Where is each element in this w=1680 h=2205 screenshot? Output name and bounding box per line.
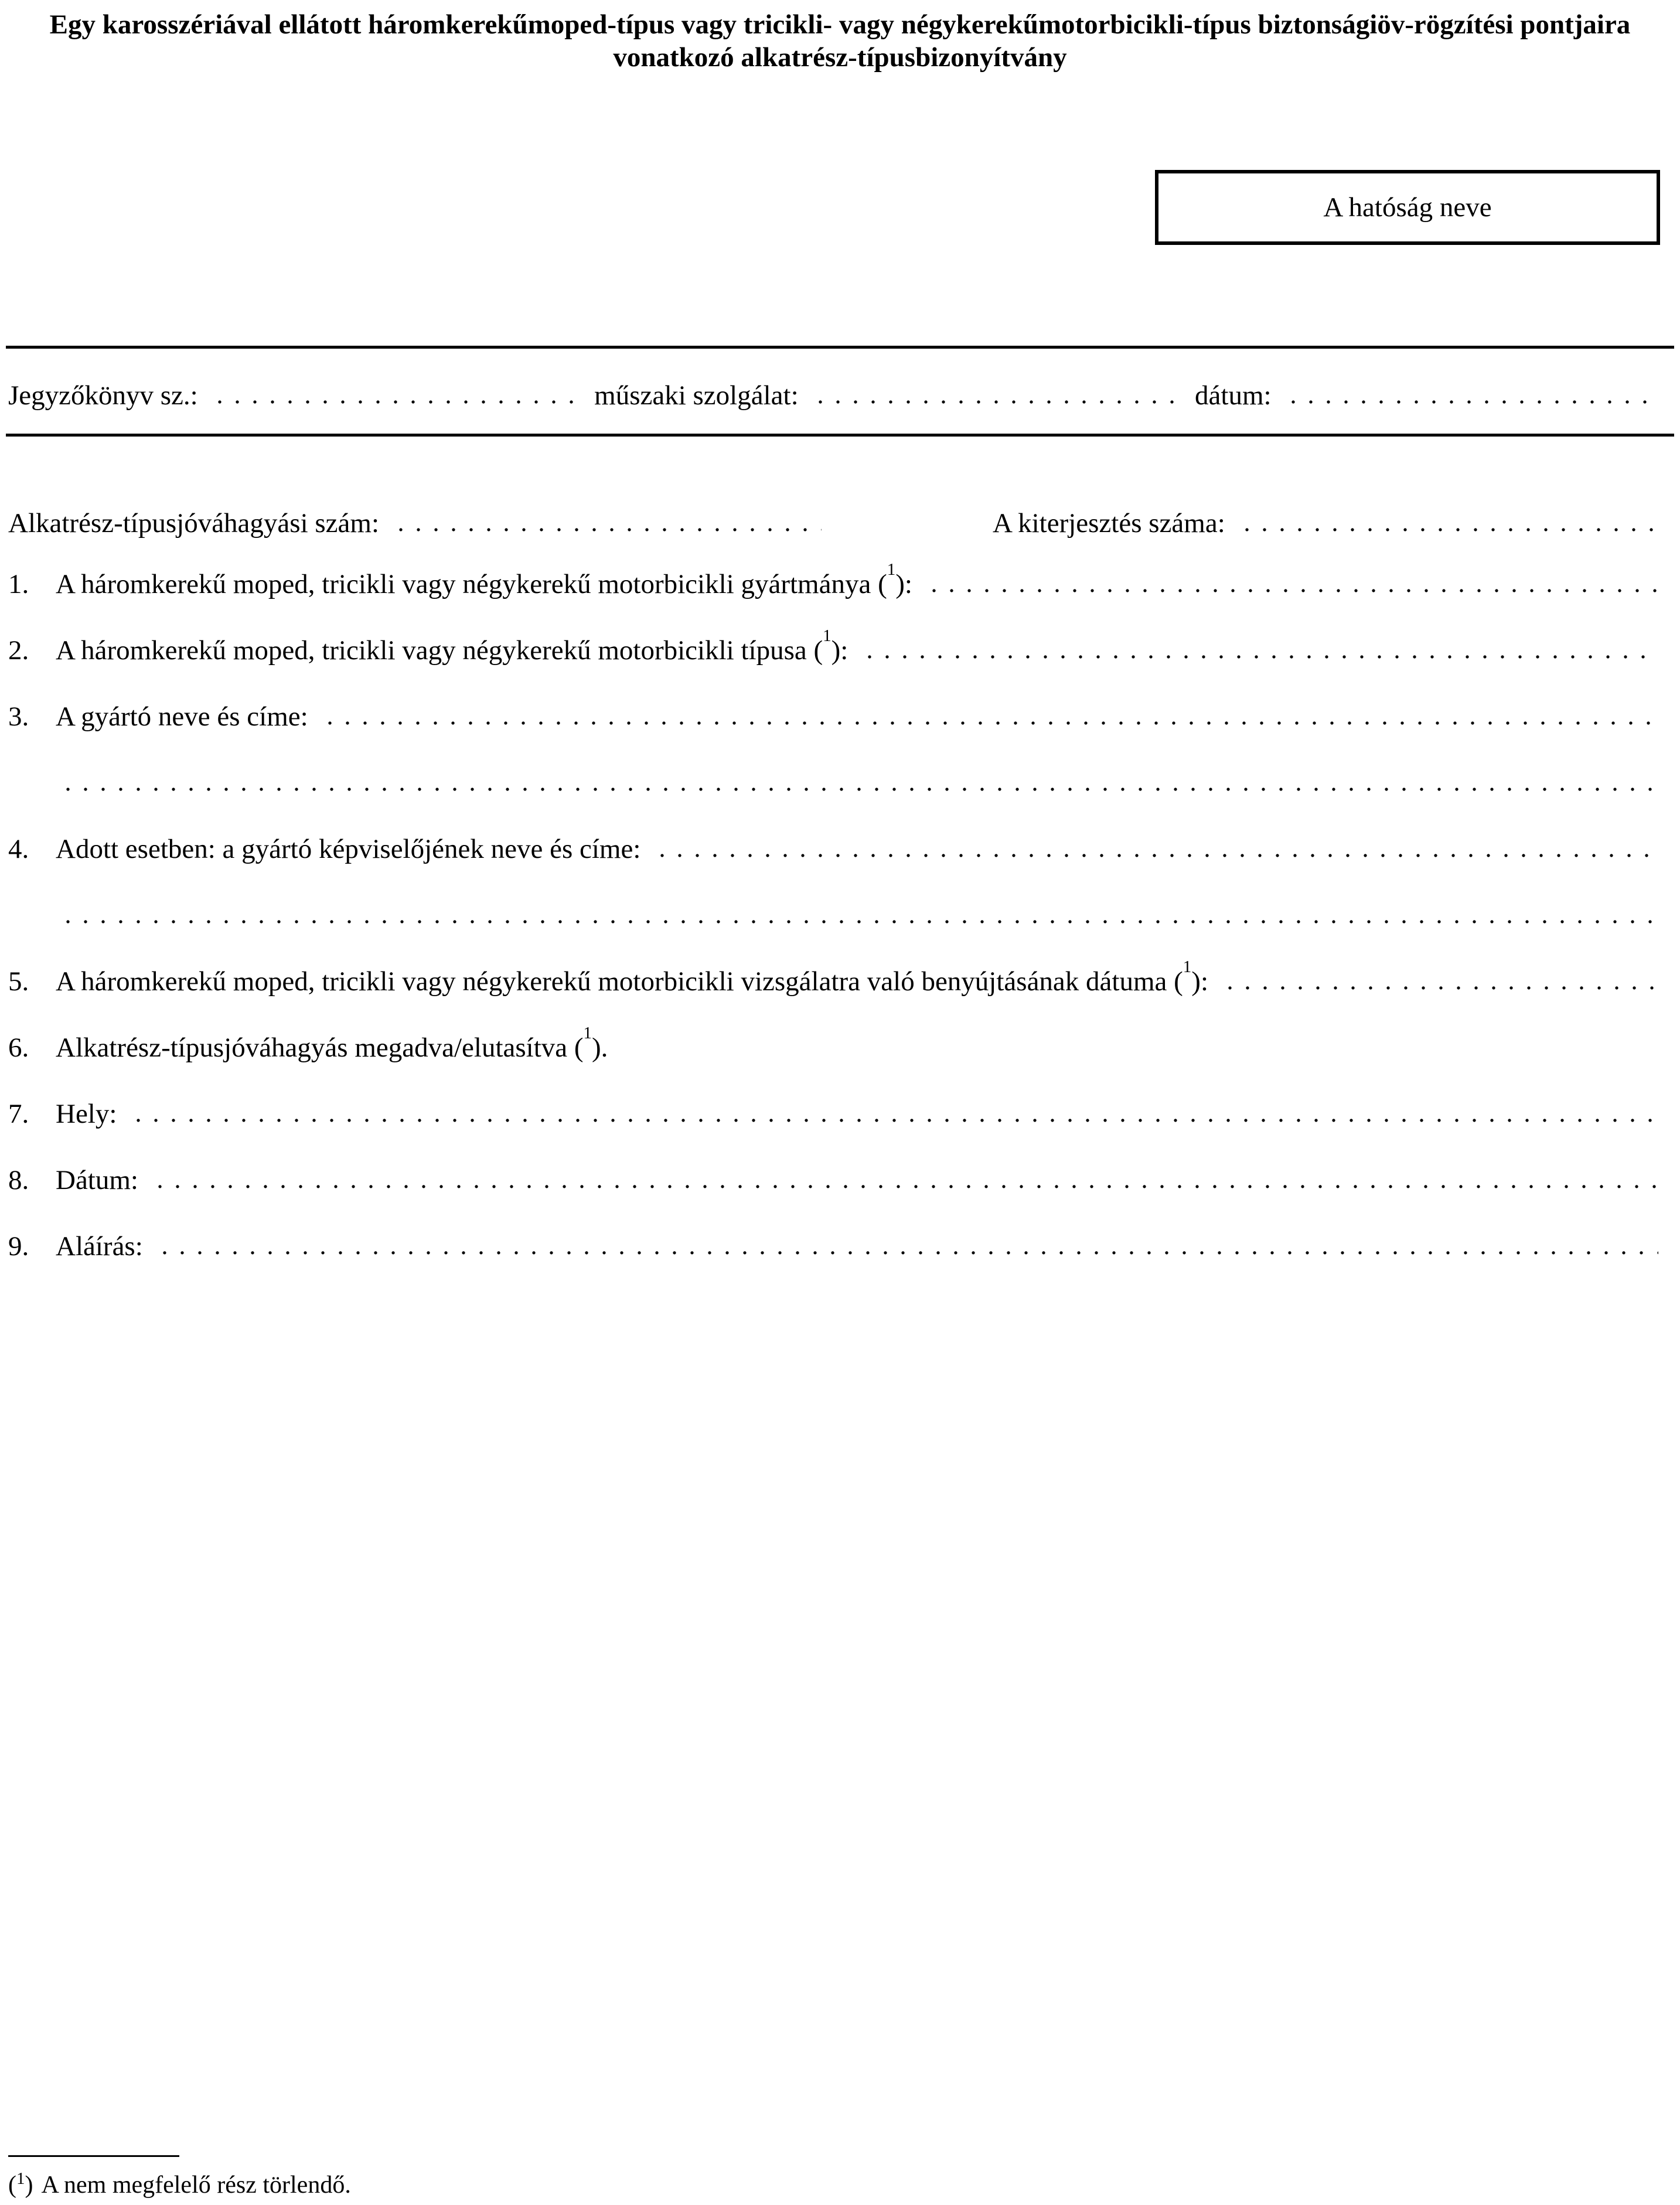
dotted-fill <box>1218 967 1658 996</box>
form-item-8 <box>8 1165 1658 1232</box>
form-item-9 <box>8 1232 1658 1298</box>
form-item-2 <box>8 626 1658 702</box>
form-item-continuation <box>8 901 1658 967</box>
item-label: A háromkerekű moped, tricikli vagy négykerekű motorbicikli típusa ( <box>56 635 823 666</box>
footnote-marker-open: ( <box>8 2172 16 2199</box>
item-label: Hely: <box>56 1099 117 1129</box>
separator-rule-bottom <box>6 434 1674 437</box>
approval-number-row <box>8 509 1658 538</box>
item-body <box>56 1165 1658 1232</box>
item-body <box>56 560 1658 636</box>
column-gap <box>822 509 993 538</box>
dotted-fill <box>922 570 1658 599</box>
footnote-ref: 1 <box>1183 957 1192 976</box>
item-body <box>56 626 1658 702</box>
document-title-line1: Egy karosszériával ellátott háromkerekűmoped-típus vagy tricikli- vagy négykerekűmotorbicikli-típus biztonságiöv-rögzítési pontjaira <box>49 9 1631 40</box>
extension-number-field <box>993 509 1658 538</box>
form-item-3 <box>8 702 1658 768</box>
item-number: 5. <box>8 966 29 997</box>
form-item-4 <box>8 834 1658 901</box>
item-body <box>56 1024 1658 1099</box>
item-number-spacer <box>8 901 56 967</box>
dotted-fill <box>56 901 1658 930</box>
item-body <box>56 957 1658 1033</box>
item-label: Dátum: <box>56 1165 138 1195</box>
form-item-5 <box>8 957 1658 1033</box>
footnote <box>8 2155 351 2199</box>
dotted-fill <box>207 381 585 410</box>
item-number: 3. <box>8 701 29 732</box>
item-number: 2. <box>8 635 29 666</box>
footnote-ref: 1 <box>583 1024 592 1042</box>
item-number: 9. <box>8 1231 29 1262</box>
technical-service-label: műszaki szolgálat: <box>594 380 799 411</box>
footnote-marker: 1 <box>16 2169 25 2188</box>
item-number-spacer <box>8 768 56 834</box>
footnote-separator-rule <box>8 2155 179 2157</box>
dotted-fill <box>857 636 1658 665</box>
item-label: Alkatrész-típusjóváhagyás megadva/elutasítva ( <box>56 1032 584 1063</box>
footnote-text <box>8 2171 351 2199</box>
footnote-ref-close: ): <box>895 569 912 599</box>
dotted-fill <box>808 381 1185 410</box>
date-label: dátum: <box>1195 380 1272 411</box>
item-body <box>56 1232 1658 1298</box>
dotted-fill <box>56 768 1658 798</box>
item-body <box>56 702 1658 768</box>
approval-number-field <box>8 509 822 538</box>
item-number: 8. <box>8 1165 29 1195</box>
protocol-number-label: Jegyzőkönyv sz.: <box>8 380 198 411</box>
item-body <box>56 1099 1658 1165</box>
item-number: 4. <box>8 834 29 864</box>
dotted-fill <box>126 1099 1658 1129</box>
dotted-fill <box>318 702 1658 731</box>
footnote-marker-close: ) <box>25 2172 33 2199</box>
dotted-fill <box>650 834 1658 864</box>
item-number: 6. <box>8 1032 29 1063</box>
protocol-row <box>8 381 1658 410</box>
item-body <box>56 768 1658 834</box>
authority-name-label: A hatóság neve <box>1323 192 1492 223</box>
item-label: A háromkerekű moped, tricikli vagy négykerekű motorbicikli gyártmánya ( <box>56 569 887 599</box>
item-label: A gyártó neve és címe: <box>56 701 308 732</box>
footnote-ref-close: ). <box>592 1032 608 1063</box>
footnote-ref: 1 <box>887 560 896 579</box>
dotted-fill <box>152 1232 1658 1261</box>
item-label: Adott esetben: a gyártó képviselőjének neve és címe: <box>56 834 641 864</box>
form-item-1 <box>8 560 1658 636</box>
footnote-ref-close: ): <box>831 635 848 666</box>
item-label: Aláírás: <box>56 1231 143 1262</box>
footnote-ref: 1 <box>823 626 832 645</box>
dotted-fill <box>1281 381 1658 410</box>
footnote-body: A nem megfelelő rész törlendő. <box>41 2172 351 2199</box>
dotted-fill <box>1235 509 1658 538</box>
item-number: 7. <box>8 1099 29 1129</box>
form-item-6 <box>8 1024 1658 1099</box>
authority-name-box <box>1155 170 1660 245</box>
items-list <box>8 560 1658 1298</box>
item-label: A háromkerekű moped, tricikli vagy négykerekű motorbicikli vizsgálatra való benyújtásának dátuma ( <box>56 966 1183 997</box>
item-body <box>56 834 1658 901</box>
item-number: 1. <box>8 569 29 599</box>
dotted-fill <box>148 1165 1658 1195</box>
form-item-7 <box>8 1099 1658 1165</box>
footnote-ref-close: ): <box>1191 966 1209 997</box>
extension-number-label: A kiterjesztés száma: <box>993 508 1225 539</box>
separator-rule-top <box>6 346 1674 349</box>
approval-number-label: Alkatrész-típusjóváhagyási szám: <box>8 508 380 539</box>
item-body <box>56 901 1658 967</box>
dotted-fill <box>389 509 822 538</box>
form-item-continuation <box>8 768 1658 834</box>
document-title <box>18 8 1662 74</box>
document-title-line2: vonatkozó alkatrész-típusbizonyítvány <box>613 42 1067 73</box>
